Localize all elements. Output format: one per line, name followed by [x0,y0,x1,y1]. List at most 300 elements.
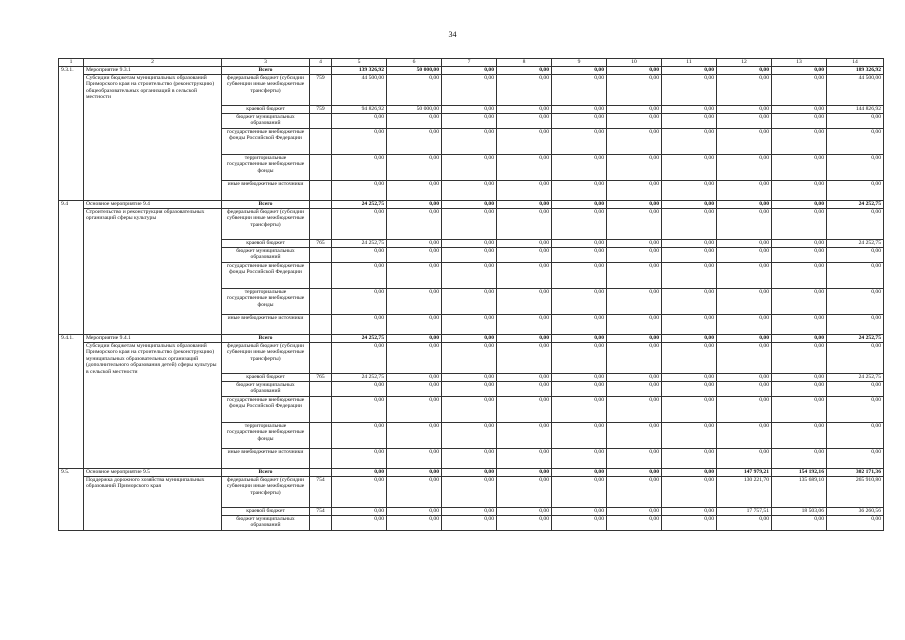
amount-cell: 0,00 [332,343,387,374]
section-title: Основное мероприятие 9.4 [84,201,222,209]
amount-cell: 0,00 [552,343,607,374]
budget-code [310,449,332,469]
funding-source: иные внебюджетные источники [222,315,310,335]
funding-source: бюджет муниципальных образований [222,248,310,263]
amount-cell: 0,00 [552,240,607,248]
amount-cell: 0,00 [772,397,827,423]
amount-cell: 0,00 [332,155,387,181]
amount-cell: 0,00 [662,240,717,248]
amount-cell: 0,00 [717,423,772,449]
amount-cell: 0,00 [607,382,662,397]
column-header: 12 [717,59,772,67]
amount-cell: 0,00 [717,129,772,155]
budget-code: 759 [310,106,332,114]
amount-cell: 0,00 [827,423,884,449]
amount-cell: 0,00 [717,397,772,423]
funding-source: краевой бюджет [222,106,310,114]
budget-code [310,397,332,423]
section-total-row [59,469,884,477]
amount-cell: 0,00 [552,129,607,155]
amount-cell: 0,00 [387,155,442,181]
amount-cell: 0,00 [662,508,717,516]
amount-cell: 0,00 [827,129,884,155]
amount-cell: 0,00 [387,335,442,343]
amount-cell: 0,00 [552,449,607,469]
amount-cell: 0,00 [662,382,717,397]
amount-cell: 0,00 [662,67,717,75]
amount-cell: 0,00 [607,516,662,531]
amount-cell: 0,00 [717,75,772,106]
amount-cell: 0,00 [497,67,552,75]
amount-cell: 0,00 [332,469,387,477]
amount-cell: 0,00 [717,374,772,382]
amount-cell: 0,00 [662,423,717,449]
funding-source: иные внебюджетные источники [222,449,310,469]
amount-cell: 139 326,92 [332,67,387,75]
amount-cell: 0,00 [552,289,607,315]
amount-cell: 0,00 [607,248,662,263]
amount-cell: 0,00 [607,289,662,315]
amount-cell: 0,00 [662,343,717,374]
budget-code [310,181,332,201]
amount-cell: 0,00 [772,263,827,289]
amount-cell: 0,00 [497,114,552,129]
funding-source: Всего [222,67,310,75]
funding-source: Всего [222,469,310,477]
amount-cell: 0,00 [332,129,387,155]
amount-cell: 0,00 [387,382,442,397]
column-header: 9 [552,59,607,67]
amount-cell: 0,00 [772,343,827,374]
amount-cell: 0,00 [442,343,497,374]
amount-cell: 0,00 [662,397,717,423]
budget-code: 765 [310,240,332,248]
amount-cell: 0,00 [387,343,442,374]
amount-cell: 0,00 [552,477,607,508]
amount-cell: 0,00 [772,209,827,240]
amount-cell: 50 000,00 [387,67,442,75]
amount-cell: 24 252,75 [332,201,387,209]
column-header: 1 [59,59,84,67]
amount-cell: 0,00 [772,129,827,155]
column-header: 8 [497,59,552,67]
section-description: Поддержка дорожного хозяйства муниципальных образований Приморского края [84,477,222,531]
amount-cell: 18 503,06 [772,508,827,516]
budget-code [310,423,332,449]
amount-cell: 0,00 [607,263,662,289]
table-row [59,343,884,374]
amount-cell: 0,00 [497,469,552,477]
amount-cell: 0,00 [497,75,552,106]
amount-cell: 0,00 [552,397,607,423]
amount-cell: 0,00 [607,397,662,423]
budget-code [310,382,332,397]
amount-cell: 0,00 [332,477,387,508]
budget-code [310,209,332,240]
column-header: 13 [772,59,827,67]
amount-cell: 0,00 [442,106,497,114]
amount-cell: 0,00 [772,374,827,382]
amount-cell: 0,00 [497,382,552,397]
amount-cell: 0,00 [827,114,884,129]
amount-cell: 0,00 [552,263,607,289]
amount-cell: 0,00 [717,335,772,343]
amount-cell: 0,00 [442,201,497,209]
amount-cell: 154 192,16 [772,469,827,477]
funding-source: федеральный бюджет (субсидии субвенции иные межбюджетные трансферты) [222,75,310,106]
amount-cell: 0,00 [772,75,827,106]
amount-cell: 0,00 [827,248,884,263]
amount-cell: 0,00 [772,155,827,181]
amount-cell: 0,00 [772,201,827,209]
amount-cell: 0,00 [442,449,497,469]
amount-cell: 0,00 [552,315,607,335]
amount-cell: 0,00 [772,449,827,469]
amount-cell: 0,00 [332,248,387,263]
amount-cell: 0,00 [662,248,717,263]
section-title: Мероприятие 9.3.1 [84,67,222,75]
amount-cell: 0,00 [662,201,717,209]
amount-cell: 0,00 [607,374,662,382]
amount-cell: 0,00 [332,508,387,516]
budget-code [310,129,332,155]
amount-cell: 0,00 [772,67,827,75]
column-header: 7 [442,59,497,67]
budget-code [310,248,332,263]
amount-cell: 0,00 [497,248,552,263]
amount-cell: 0,00 [662,289,717,315]
amount-cell: 0,00 [442,155,497,181]
amount-cell: 0,00 [827,181,884,201]
amount-cell: 44 500,00 [827,75,884,106]
amount-cell: 0,00 [717,181,772,201]
amount-cell: 0,00 [607,343,662,374]
table-row [59,477,884,508]
amount-cell: 0,00 [387,240,442,248]
budget-code [310,335,332,343]
amount-cell: 0,00 [442,248,497,263]
amount-cell: 44 500,00 [332,75,387,106]
amount-cell: 0,00 [552,114,607,129]
funding-source: федеральный бюджет (субсидии субвенции иные межбюджетные трансферты) [222,209,310,240]
amount-cell: 130 221,70 [717,477,772,508]
column-header: 6 [387,59,442,67]
amount-cell: 0,00 [717,516,772,531]
amount-cell: 0,00 [607,469,662,477]
column-header: 11 [662,59,717,67]
amount-cell: 0,00 [552,423,607,449]
amount-cell: 0,00 [332,181,387,201]
amount-cell: 147 979,21 [717,469,772,477]
amount-cell: 0,00 [497,106,552,114]
budget-code: 754 [310,508,332,516]
amount-cell: 0,00 [552,335,607,343]
amount-cell: 0,00 [662,181,717,201]
budget-code [310,114,332,129]
amount-cell: 0,00 [387,181,442,201]
column-header: 5 [332,59,387,67]
amount-cell: 0,00 [662,106,717,114]
amount-cell: 0,00 [662,315,717,335]
amount-cell: 24 252,75 [827,201,884,209]
amount-cell: 0,00 [332,423,387,449]
amount-cell: 0,00 [717,248,772,263]
funding-source: бюджет муниципальных образований [222,382,310,397]
amount-cell: 0,00 [772,315,827,335]
budget-code [310,516,332,531]
amount-cell: 0,00 [607,67,662,75]
amount-cell: 0,00 [717,263,772,289]
amount-cell: 0,00 [717,449,772,469]
funding-source: бюджет муниципальных образований [222,516,310,531]
amount-cell: 0,00 [607,106,662,114]
amount-cell: 0,00 [552,382,607,397]
amount-cell: 0,00 [662,114,717,129]
budget-code [310,289,332,315]
amount-cell: 0,00 [497,477,552,508]
section-index: 9.4 [59,201,84,335]
amount-cell: 0,00 [607,335,662,343]
amount-cell: 0,00 [717,201,772,209]
amount-cell: 0,00 [772,382,827,397]
amount-cell: 0,00 [497,343,552,374]
amount-cell: 0,00 [827,315,884,335]
table-row [59,75,884,106]
amount-cell: 0,00 [772,181,827,201]
amount-cell: 0,00 [717,209,772,240]
amount-cell: 0,00 [332,449,387,469]
budget-code [310,201,332,209]
amount-cell: 0,00 [552,469,607,477]
amount-cell: 94 826,92 [332,106,387,114]
amount-cell: 0,00 [717,67,772,75]
amount-cell: 0,00 [662,75,717,106]
amount-cell: 0,00 [497,155,552,181]
amount-cell: 0,00 [772,240,827,248]
amount-cell: 0,00 [717,289,772,315]
section-title: Мероприятие 9.4.1 [84,335,222,343]
amount-cell: 0,00 [772,516,827,531]
amount-cell: 0,00 [497,289,552,315]
amount-cell: 0,00 [497,181,552,201]
funding-source: краевой бюджет [222,240,310,248]
amount-cell: 0,00 [387,516,442,531]
amount-cell: 24 252,75 [332,335,387,343]
amount-cell: 0,00 [387,423,442,449]
funding-source: государственные внебюджетные фонды Российской Федерации [222,397,310,423]
amount-cell: 0,00 [332,263,387,289]
amount-cell: 0,00 [662,263,717,289]
amount-cell: 0,00 [607,201,662,209]
amount-cell: 144 826,92 [827,106,884,114]
budget-table [58,58,884,531]
funding-source: бюджет муниципальных образований [222,114,310,129]
amount-cell: 0,00 [497,508,552,516]
amount-cell: 0,00 [662,209,717,240]
amount-cell: 0,00 [497,201,552,209]
amount-cell: 0,00 [387,201,442,209]
amount-cell: 0,00 [497,449,552,469]
amount-cell: 0,00 [442,240,497,248]
amount-cell: 0,00 [827,289,884,315]
amount-cell: 0,00 [497,397,552,423]
column-header: 3 [222,59,310,67]
amount-cell: 0,00 [387,477,442,508]
amount-cell: 0,00 [662,469,717,477]
column-header: 4 [310,59,332,67]
amount-cell: 0,00 [442,477,497,508]
amount-cell: 0,00 [607,75,662,106]
amount-cell: 0,00 [332,289,387,315]
budget-code [310,155,332,181]
amount-cell: 0,00 [827,449,884,469]
amount-cell: 0,00 [772,289,827,315]
amount-cell: 0,00 [387,449,442,469]
amount-cell: 0,00 [442,263,497,289]
budget-code [310,469,332,477]
amount-cell: 0,00 [442,382,497,397]
funding-source: краевой бюджет [222,508,310,516]
section-index: 9.3.1. [59,67,84,201]
amount-cell: 0,00 [387,114,442,129]
funding-source: федеральный бюджет (субсидии субвенции иные межбюджетные трансферты) [222,477,310,508]
amount-cell: 0,00 [717,315,772,335]
amount-cell: 0,00 [827,516,884,531]
funding-source: краевой бюджет [222,374,310,382]
amount-cell: 135 689,10 [772,477,827,508]
amount-cell: 0,00 [607,114,662,129]
amount-cell: 0,00 [387,263,442,289]
budget-code: 754 [310,477,332,508]
section-total-row [59,335,884,343]
amount-cell: 0,00 [552,75,607,106]
amount-cell: 0,00 [827,397,884,423]
amount-cell: 0,00 [607,181,662,201]
amount-cell: 0,00 [552,508,607,516]
column-header: 10 [607,59,662,67]
column-header-row [59,59,884,67]
section-description: Субсидии бюджетам муниципальных образований Приморского края на строительство (реконструкцию) муниципальных образовательных организаций (дополнительного образования детей) сферы культуры в сельской местности [84,343,222,469]
amount-cell: 0,00 [442,114,497,129]
amount-cell: 0,00 [332,114,387,129]
amount-cell: 0,00 [497,263,552,289]
amount-cell: 0,00 [442,181,497,201]
amount-cell: 0,00 [387,315,442,335]
amount-cell: 0,00 [387,397,442,423]
amount-cell: 0,00 [717,155,772,181]
amount-cell: 0,00 [387,129,442,155]
amount-cell: 0,00 [717,343,772,374]
amount-cell: 0,00 [662,335,717,343]
amount-cell: 0,00 [827,382,884,397]
amount-cell: 0,00 [552,67,607,75]
amount-cell: 0,00 [772,114,827,129]
amount-cell: 0,00 [442,516,497,531]
amount-cell: 265 910,80 [827,477,884,508]
table-row [59,209,884,240]
amount-cell: 0,00 [497,423,552,449]
amount-cell: 0,00 [552,374,607,382]
amount-cell: 24 252,75 [332,374,387,382]
amount-cell: 0,00 [497,129,552,155]
amount-cell: 0,00 [827,209,884,240]
amount-cell: 17 757,51 [717,508,772,516]
funding-source: Всего [222,201,310,209]
amount-cell: 0,00 [442,423,497,449]
amount-cell: 24 252,75 [827,374,884,382]
budget-code [310,67,332,75]
amount-cell: 0,00 [662,374,717,382]
amount-cell: 189 326,92 [827,67,884,75]
funding-source: федеральный бюджет (субсидии субвенции иные межбюджетные трансферты) [222,343,310,374]
amount-cell: 0,00 [387,289,442,315]
amount-cell: 0,00 [332,382,387,397]
amount-cell: 0,00 [607,477,662,508]
section-description: Субсидии бюджетам муниципальных образований Приморского края на строительство (реконструкцию) общеобразовательных организаций в сельской местности [84,75,222,201]
amount-cell: 0,00 [497,209,552,240]
amount-cell: 0,00 [827,343,884,374]
amount-cell: 50 000,00 [387,106,442,114]
amount-cell: 0,00 [607,449,662,469]
amount-cell: 0,00 [607,423,662,449]
amount-cell: 0,00 [607,129,662,155]
column-header: 14 [827,59,884,67]
amount-cell: 0,00 [772,335,827,343]
funding-source: территориальные государственные внебюджетные фонды [222,423,310,449]
section-total-row [59,67,884,75]
amount-cell: 0,00 [442,397,497,423]
amount-cell: 0,00 [442,469,497,477]
amount-cell: 0,00 [717,114,772,129]
amount-cell: 0,00 [387,469,442,477]
budget-code [310,315,332,335]
amount-cell: 0,00 [497,516,552,531]
funding-source: иные внебюджетные источники [222,181,310,201]
amount-cell: 0,00 [772,106,827,114]
amount-cell: 0,00 [552,201,607,209]
amount-cell: 0,00 [607,155,662,181]
amount-cell: 0,00 [552,209,607,240]
amount-cell: 0,00 [827,155,884,181]
budget-code: 765 [310,374,332,382]
budget-code [310,263,332,289]
amount-cell: 24 252,75 [332,240,387,248]
amount-cell: 0,00 [552,248,607,263]
budget-code: 759 [310,75,332,106]
amount-cell: 36 260,56 [827,508,884,516]
amount-cell: 0,00 [717,106,772,114]
amount-cell: 24 252,75 [827,240,884,248]
amount-cell: 0,00 [332,315,387,335]
amount-cell: 0,00 [442,508,497,516]
amount-cell: 0,00 [442,335,497,343]
amount-cell: 0,00 [387,374,442,382]
funding-source: территориальные государственные внебюджетные фонды [222,155,310,181]
amount-cell: 0,00 [442,315,497,335]
amount-cell: 0,00 [497,335,552,343]
amount-cell: 0,00 [552,106,607,114]
section-total-row [59,201,884,209]
amount-cell: 0,00 [772,423,827,449]
amount-cell: 0,00 [387,508,442,516]
amount-cell: 0,00 [497,374,552,382]
section-title: Основное мероприятие 9.5 [84,469,222,477]
amount-cell: 24 252,75 [827,335,884,343]
funding-source: территориальные государственные внебюджетные фонды [222,289,310,315]
section-index: 9.4.1. [59,335,84,469]
amount-cell: 0,00 [717,382,772,397]
amount-cell: 0,00 [442,67,497,75]
